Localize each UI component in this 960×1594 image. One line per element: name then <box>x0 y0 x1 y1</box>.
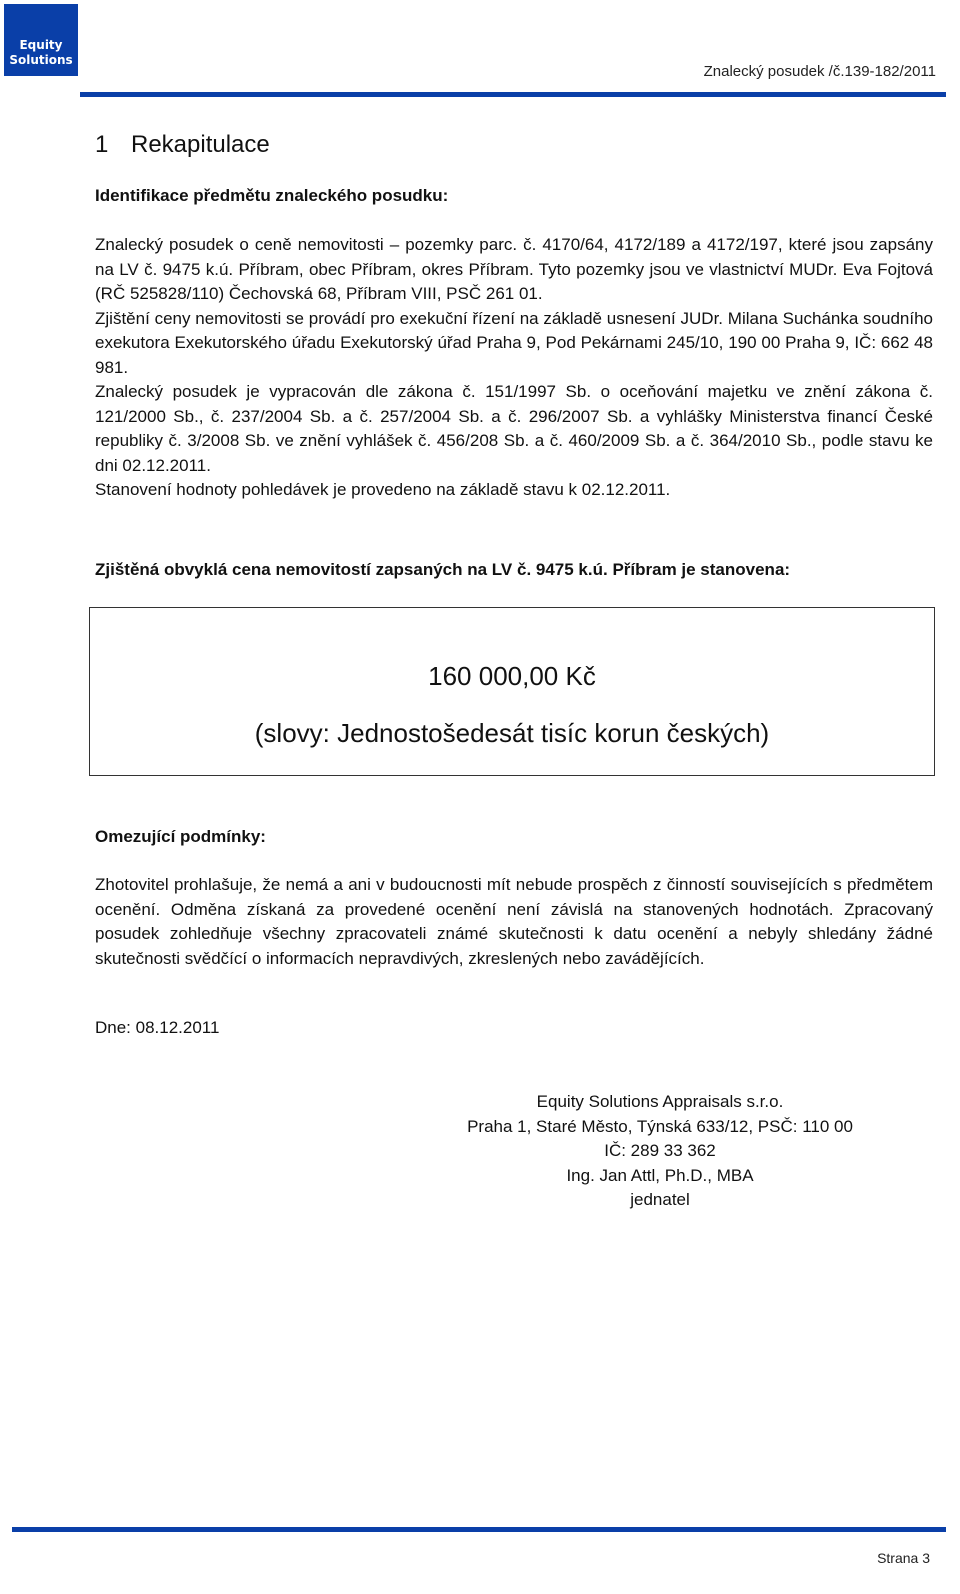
logo-text-line1: Equity <box>19 38 63 52</box>
footer-divider <box>12 1527 946 1532</box>
conditions-title: Omezující podmínky: <box>95 827 266 846</box>
logo-text-line2: Solutions <box>9 53 73 67</box>
section-title: Rekapitulace <box>131 131 270 158</box>
conditions-text: Zhotovitel prohlašuje, že nemá a ani v budoucnosti mít nebude prospěch z činností souvisejících s předmětem ocenění. Odměna získaná za provedené ocenění není závislá na stanovených hodnotách. Zpracovaný posudek zohledňuje všechny zpracovateli známé skutečnosti k datu ocenění a nebyly shledány žádné skutečnosti svědčící o informacích nepravdivých, zkreslených nebo zavádějících. <box>95 875 933 968</box>
conditions-body <box>95 873 933 971</box>
identification-title: Identifikace předmětu znaleckého posudku: <box>95 186 449 205</box>
signature-block <box>440 1090 880 1213</box>
price-in-words: (slovy: Jednostošedesát tisíc korun českých) <box>254 718 770 748</box>
signature-address: Praha 1, Staré Město, Týnská 633/12, PSČ: 110 00 <box>467 1116 853 1136</box>
section-number: 1 <box>95 131 109 158</box>
section-heading <box>95 131 270 159</box>
identification-paragraph-1: Znalecký posudek o ceně nemovitosti – pozemky parc. č. 4170/64, 4172/189 a 4172/197, které jsou zapsány na LV č. 9475 k.ú. Příbram, obec Příbram, okres Příbram. Tyto pozemky jsou ve vlastnictví MUDr. Eva Fojtová (RČ 525828/110) Čechovská 68, Příbram VIII, PSČ 261 01. <box>95 235 933 303</box>
identification-paragraph-2: Zjištění ceny nemovitosti se provádí pro exekuční řízení na základě usnesení JUDr. Milana Suchánka soudního exekutora Exekutorského úřadu Exekutorský úřad Praha 9, Pod Pekárnami 245/10, 190 00 Praha 9, IČ: 662 48 981. <box>95 308 933 377</box>
signature-name: Ing. Jan Attl, Ph.D., MBA <box>566 1165 754 1185</box>
signature-company: Equity Solutions Appraisals s.r.o. <box>536 1092 784 1111</box>
price-title: Zjištěná obvyklá cena nemovitostí zapsaných na LV č. 9475 k.ú. Příbram je stanovena: <box>95 560 791 579</box>
document-reference: Znalecký posudek /č.139-182/2011 <box>703 63 936 80</box>
identification-paragraph-3: Znalecký posudek je vypracován dle zákona č. 151/1997 Sb. o oceňování majetku ve znění zákona č. 121/2000 Sb., č. 237/2004 Sb. a č. 257/2004 Sb. a č. 296/2007 Sb. a vyhlášky Ministerstva financí České republiky č. 3/2008 Sb. ve znění vyhlášek č. 456/208 Sb. a č. 460/2009 Sb. a č. 364/2010 Sb., podle stavu ke dni 02.12.2011. <box>95 382 933 475</box>
identification-body <box>95 233 933 503</box>
signature-role: jednatel <box>630 1190 690 1209</box>
price-box <box>89 607 935 776</box>
header-divider <box>80 92 946 97</box>
page-number: Strana 3 <box>877 1550 930 1566</box>
company-logo <box>4 4 78 76</box>
identification-paragraph-4: Stanovení hodnoty pohledávek je provedeno na základě stavu k 02.12.2011. <box>95 480 671 499</box>
signature-ico: IČ: 289 33 362 <box>604 1141 716 1160</box>
price-amount: 160 000,00 Kč <box>428 661 596 691</box>
document-date: Dne: 08.12.2011 <box>95 1018 220 1037</box>
